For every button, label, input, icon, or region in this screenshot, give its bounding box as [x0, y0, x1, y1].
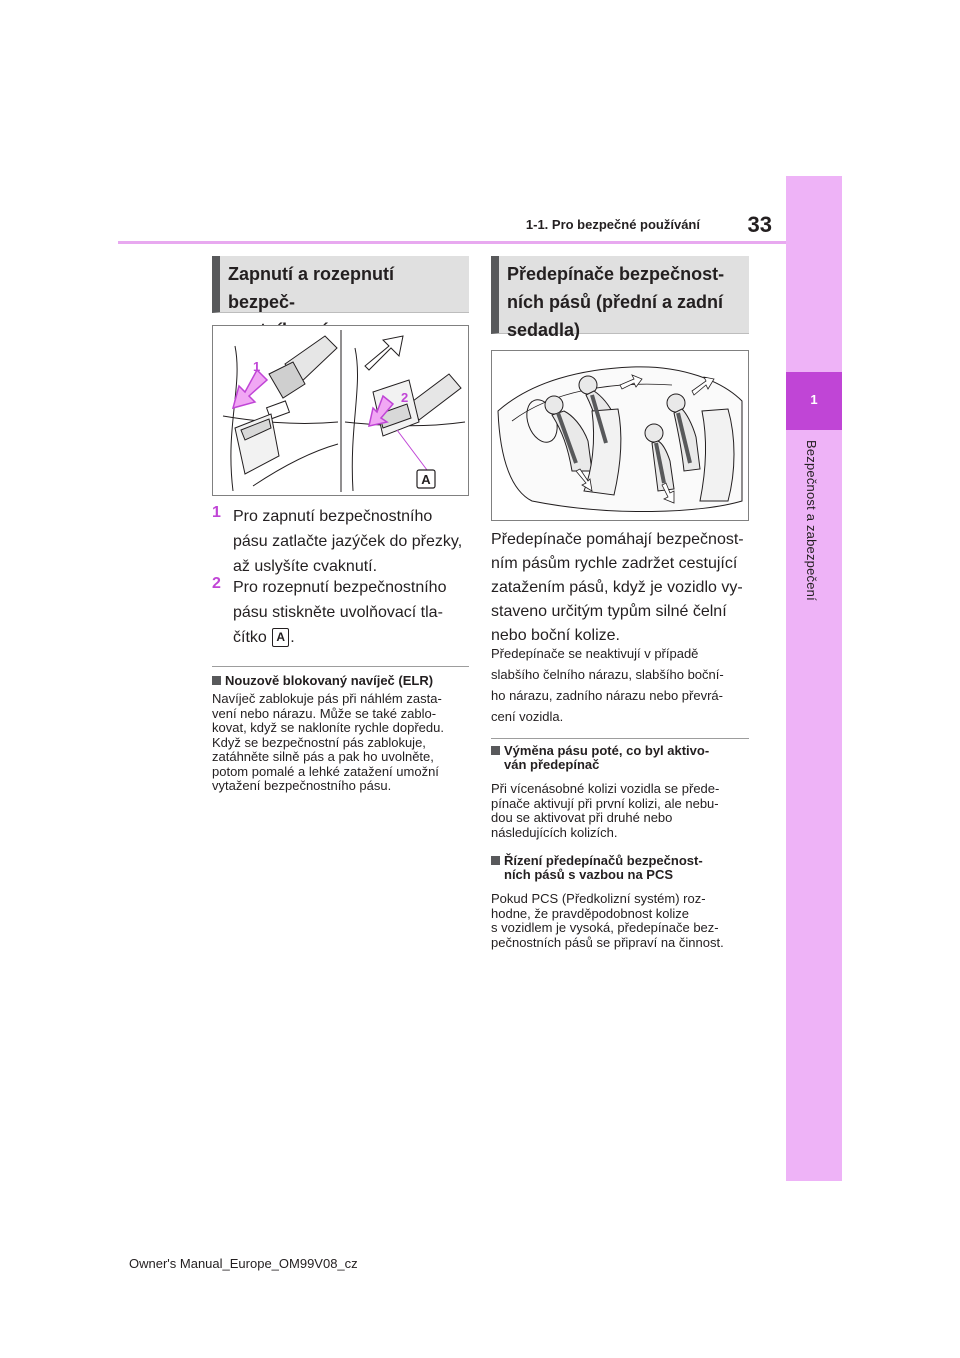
body-line: nebo boční kolize.	[491, 627, 620, 644]
section-title: 1-1. Pro bezpečné používání	[525, 217, 700, 232]
body-line: slabšího čelního nárazu, slabšího boční-	[491, 667, 724, 682]
step-line: Pro zapnutí bezpečnostního	[233, 508, 433, 525]
body-line: Předepínače pomáhají bezpečnost-	[491, 531, 744, 548]
bullet-square-icon	[491, 856, 500, 865]
heading-line: Zapnutí a rozepnutí bezpeč-	[228, 264, 394, 312]
subtitle-text: Řízení předepínačů bezpečnost-	[504, 853, 703, 868]
chapter-number: 1	[810, 392, 818, 407]
body-line: potom pomalé a lehké zatažení umožní	[212, 763, 439, 779]
step-1-callout: 1	[253, 359, 261, 374]
step-line: Pro rozepnutí bezpečnostního	[233, 579, 447, 596]
heading-line: Předepínače bezpečnost-	[507, 264, 725, 284]
body-line: Navíječ zablokuje pás při náhlém zasta-	[212, 691, 442, 706]
step-1-text	[233, 504, 462, 579]
body-line: následujících kolizích.	[491, 824, 618, 840]
chapter-label: Bezpečnost a zabezpečení	[804, 440, 819, 601]
bullet-square-icon	[212, 676, 221, 685]
bullet-square-icon	[491, 746, 500, 755]
pcs-title	[491, 854, 703, 882]
body-line: vytažení bezpečnostního pásu.	[212, 778, 392, 793]
heading-line: ních pásů (přední a zadní	[507, 292, 724, 312]
section-divider	[212, 666, 469, 667]
footer-text: Owner's Manual_Europe_OM99V08_cz	[129, 1256, 358, 1271]
body-line: cení vozidla.	[491, 709, 564, 724]
step-number: 2	[212, 575, 221, 592]
replace-title	[491, 744, 709, 772]
step-line-text: čítko	[233, 629, 267, 646]
body-line: dou se aktivovat při druhé nebo	[491, 810, 673, 825]
elr-body	[212, 692, 444, 794]
heading-line: sedadla)	[507, 320, 581, 340]
body-line: kovat, když se nakloníte rychle dopředu.	[212, 720, 444, 735]
body-line: Předepínače se neaktivují v případě	[491, 646, 699, 661]
subtitle-line: ních pásů s vazbou na PCS	[504, 867, 674, 882]
replace-body	[491, 782, 719, 840]
step-2-callout: 2	[401, 390, 409, 405]
header-rule	[118, 241, 786, 244]
body-line: hodne, že pravděpodobnost kolize	[491, 905, 690, 921]
pretensioner-section-heading	[491, 256, 749, 340]
body-line: ho nárazu, zadního nárazu nebo převrá-	[491, 688, 723, 703]
chapter-side-strip	[786, 176, 842, 1181]
step-line-suffix: .	[290, 629, 295, 646]
pretensioner-intro	[491, 528, 744, 648]
pcs-body	[491, 892, 724, 950]
body-line: vení nebo nárazu. Může se také zablo-	[212, 705, 437, 721]
step-number: 1	[212, 504, 221, 521]
seatbelt-buckle-drawing	[213, 326, 468, 495]
step-line	[233, 625, 446, 650]
buckle-section-heading	[212, 256, 469, 313]
body-line: pečnostních pásů se připraví na činnost.	[491, 934, 724, 950]
step-line: pásu zatlačte jazýček do přezky,	[233, 533, 463, 550]
body-line: Při vícenásobné kolizi vozidla se přede-	[491, 781, 720, 796]
body-line: staveno určitým typům silné čelní	[491, 603, 727, 620]
body-line: Když se bezpečnostní pás zablokuje,	[212, 734, 426, 750]
body-line: ním pásům rychle zadržet cestující	[491, 555, 738, 572]
body-line: Pokud PCS (Předkolizní systém) roz-	[491, 891, 706, 906]
body-line: zatažením pásů, když je vozidlo vy-	[491, 579, 743, 596]
step-2-text	[233, 575, 446, 650]
car-occupants-drawing	[492, 351, 748, 520]
pretensioner-illustration	[491, 350, 749, 521]
body-line: zatáhněte silně pás a pak ho uvolněte,	[212, 749, 434, 764]
pretensioner-note	[491, 643, 724, 727]
subtitle-line	[491, 744, 709, 758]
body-line: pínače aktivují při první kolizi, ale nebu-	[491, 795, 719, 811]
page-number: 33	[747, 212, 772, 237]
release-button-ref: A	[272, 628, 289, 647]
elr-title	[212, 674, 433, 688]
elr-title-text: Nouzově blokovaný navíječ (ELR)	[225, 673, 434, 688]
step-line: pásu stiskněte uvolňovací tla-	[233, 604, 443, 621]
section-divider	[491, 738, 749, 739]
subtitle-line: ván předepínač	[504, 757, 600, 772]
subtitle-line	[491, 854, 703, 868]
step-line: až uslyšíte cvaknutí.	[233, 558, 378, 575]
subtitle-text: Výměna pásu poté, co byl aktivo-	[504, 743, 710, 758]
body-line: s vozidlem je vysoká, předepínače bez-	[491, 920, 719, 935]
seatbelt-buckle-illustration	[212, 325, 469, 496]
release-button-callout: A	[421, 472, 431, 487]
